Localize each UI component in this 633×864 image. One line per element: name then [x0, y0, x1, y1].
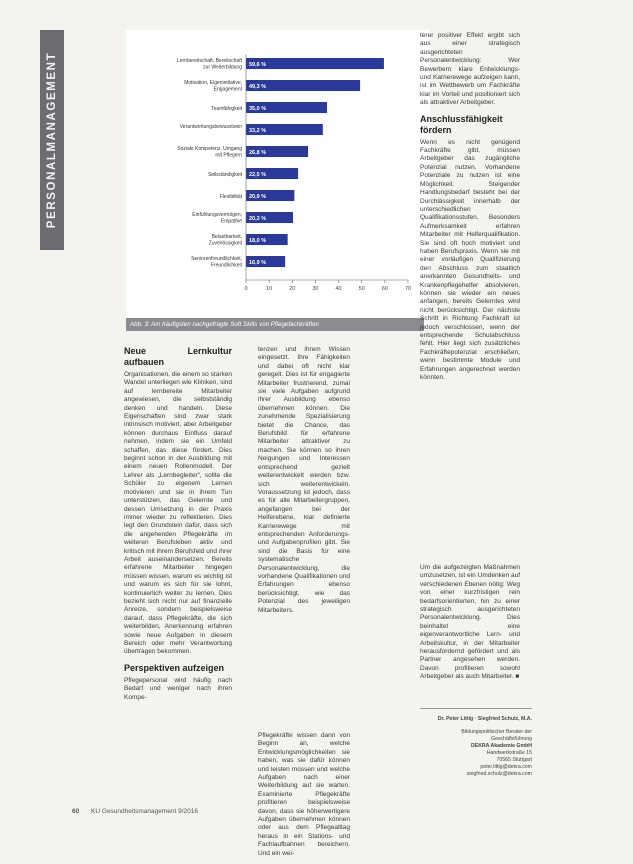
bar-value-label: 20,9 % — [249, 194, 267, 200]
x-tick-label: 40 — [335, 286, 342, 292]
category-label: Empathie — [220, 218, 242, 225]
divider — [420, 708, 532, 709]
x-tick-label: 50 — [358, 286, 365, 292]
section-heading-lernkultur: Neue Lernkultur aufbauen — [124, 346, 232, 367]
category-label: Belastbarkeit, — [211, 234, 242, 240]
x-tick-label: 70 — [404, 286, 412, 292]
bar-chart-svg — [126, 30, 430, 330]
author-org: DEKRA Akademie GmbH — [470, 743, 532, 749]
page-footer — [72, 808, 198, 815]
category-label: Flexibilität — [219, 194, 242, 200]
section-tab — [40, 30, 64, 250]
section-heading-perspektiven: Perspektiven aufzeigen — [124, 662, 225, 673]
paragraph: terer positiver Effekt ergibt sich aus einer strategisch ausgerichteten Personalentwicklung: Wer Bewerbern klare Entwicklungs- und Karrierewege aufzeigen kann, ist im Wettbewerb um Fachkräfte klar im Vorteil und positioniert sich als attraktiver Arbeitgeber. — [420, 32, 520, 107]
category-label: Soziale Kompetenz, Umgang — [177, 146, 242, 152]
category-label: Motivation, Eigeninitiative, — [184, 80, 242, 86]
bar-value-label: 26,8 % — [249, 150, 267, 156]
text-column-right — [420, 32, 520, 388]
chart-bar — [246, 58, 384, 69]
chart-caption: Abb. 3: Am häufigsten nachgefragte Soft Skills von Pflegefachkräften — [126, 318, 424, 331]
paragraph: Pflegekräfte wissen dann von Beginn an, welche Entwicklungsmöglichkeiten sie haben, was sie dafür können und leisten müssen und welche Aufgaben nach einer Weiterbildung auf sie warten. Examinierte Pflegekräfte profitieren beispielsweise davon, dass sie höherwertigere Aufgaben übernehmen können oder aus dem Pflegealltag heraus in ein Stations- und Fachlaufbahnen bereichern. Und ein wei- — [258, 732, 350, 857]
text-column-right-bottom — [420, 564, 520, 688]
text-column-left — [124, 346, 232, 708]
paragraph: Um die aufgezeigten Maßnahmen umzusetzen, ist ein Umdenken auf verschiedenen Ebenen nötig: Weg von einer kurzfristigen rein bedarfsorientierten, hin zu einer strategisch ausgerichteten Personalentwicklung. Dies beinhaltet eine eigenverantwortliche Lern- und Arbeitskultur, in der Mitarbeiter herausfordernd gefördert und als Partner angesehen werden. Davon profitieren sowohl Arbeitgeber als auch Mitarbeiter. ■ — [420, 564, 520, 681]
author-city: 70565 Stuttgart — [496, 757, 532, 763]
bar-value-label: 59,6 % — [249, 62, 267, 68]
paragraph: Wenn es nicht genügend Fachkräfte gibt, müssen Arbeitgeber das zugängliche Potenzial nutzen. Vorhandene Potenziale zu nutzen ist eine Möglichkeit. Steigender Handlungsbedarf besteht bei der Durchlässigkeit innerhalb der unterschiedlichen Qualifikationsstufen. Besonders Aufmerksamkeit erfahren Mitarbeiter mit Helferqualifikation. Sie sind oft hoch motiviert und haben Berufspraxis. Wenn sie mit einer vorläufigen Qualifizierung den Abschluss zum staatlich anerkannten Gesundheits- und Krankenpflegehelfer absolvieren, können sie wieder ein neues anfangen, bereits Gelerntes wird nicht berücksichtigt. Der nächste Schritt in Richtung Fachkraft ist jedoch verschlossen, wenn der entsprechende Schulabschluss fehlt. Hier liegt sich zusätzliches Fachkräftepotenzial erschließen, wenn bestimmte Module und Erfahrungen angerechnet werden könnten. — [420, 138, 520, 382]
x-tick-label: 20 — [289, 286, 296, 292]
category-label: Zuverlässigkeit — [208, 240, 242, 247]
bar-value-label: 16,9 % — [249, 260, 267, 266]
category-label: Einfühlungsvermögen, — [192, 212, 242, 218]
author-email-2: siegfried.schulz@dekra.com — [466, 771, 532, 777]
x-tick-label: 10 — [266, 286, 273, 292]
bar-value-label: 22,5 % — [249, 172, 267, 178]
paragraph: Organisationen, die einem so starken Wandel unterliegen wie Kliniken, sind auf lernbereite Mitarbeiter angewiesen, die selbstständig denken und handeln. Diese Eigenschaften sind zwar stark intrinsisch motiviert, aber Arbeitgeber können durchaus Einfluss darauf nehmen, indem sie ein Umfeld schaffen, das diese fördert. Dies beginnt schon in der Ausbildung mit einem neuen Rollenmodell. Der Lehrer als „Lernbegleiter“, sollte die Schüler zu eigenem Lernen motivieren und sie in ihrem Tun unterstützen, das Gelernte und dessen Umsetzung in der Praxis immer wieder zu reflektieren. Dies legt den Grundstein dafür, dass sich die angehenden Pflegekräfte im weiteren Berufsleben aktiv und kritisch mit ihrem Berufsfeld und ihrer Arbeit auseinandersetzen. Bereits erfahrene Mitarbeiter hingegen müssen wissen, warum es wichtig ist und warum es sich für sie lohnt, kontinuierlich weiter zu lernen. Dies bezieht sich nicht nur auf finanzielle Anreize, sondern beispielsweise darauf, dass Pflegekräfte, die sich weiterbilden, Anerkennung erfahren sowie neue Aufgaben in diesem Bereich oder mehr Verantwortung übertragen bekommen. — [124, 371, 232, 656]
bar-value-label: 33,2 % — [249, 128, 267, 134]
category-label: Selbständigkeit — [208, 172, 242, 178]
section-heading-anschlussfaehigkeit: Anschlussfähigkeit fördern — [420, 113, 503, 135]
page-number: 60 — [72, 808, 80, 815]
author-email-1: peter.littig@dekra.com — [480, 764, 532, 770]
x-tick-label: 30 — [312, 286, 319, 292]
category-label: Lernbereitschaft, Bereitschaft — [176, 58, 242, 64]
category-label: Seniorenfreundlichkeit, — [191, 256, 242, 262]
category-label: Verantwortungsbewusstsein — [179, 124, 242, 130]
x-tick-label: 60 — [381, 286, 388, 292]
category-label: Freundlichkeit — [210, 262, 242, 269]
author-street: Handwerkstraße 15 — [486, 750, 532, 756]
author-names: Dr. Peter Littig · Siegfried Schulz, M.A. — [437, 716, 532, 722]
text-column-middle-bottom — [258, 732, 350, 864]
paragraph: Pflegepersonal wird häufig nach Bedarf und weniger nach ihren Kompe- — [124, 676, 232, 701]
journal-name: KU Gesundheitsmanagement 9/2016 — [91, 808, 199, 815]
bar-value-label: 20,3 % — [249, 216, 267, 222]
paragraph: tenzen und ihrem Wissen eingesetzt. Ihre Fähigkeiten und dabei oft nicht klar geregelt. Dies ist für engagierte Mitarbeiter frustrierend, zumal sie viele Aufgaben aufgrund ihrer Ausbildung ebenso übernehmen können. Die zunehmende Spezialisierung bietet die Chance, das Berufsbild für erfahrene Mitarbeiter attraktiver zu machen. Sie können so ihren Neigungen und Interessen entsprechend gezielt weiterentwickelt werden bzw. sich weiterentwickeln. Voraussetzung ist jedoch, dass es für alle Mitarbeitergruppen, angefangen bei der Helferebene, klar definierte Karrierewege mit entsprechenden Anforderungs- und Aufgabenprofilen gibt. Sie sind die Basis für eine systematische Personalentwicklung, die vorhandene Qualifikationen und Erfahrungen ebenso berücksichtigt, wie das Potenzial des jeweiligen Mitarbeiters. — [258, 346, 350, 614]
category-label: Teamfähigkeit — [211, 106, 242, 112]
bar-value-label: 18,0 % — [249, 238, 267, 244]
bar-value-label: 35,0 % — [249, 106, 267, 112]
author-box — [420, 716, 532, 778]
x-tick-label: 0 — [244, 286, 248, 292]
category-label: mit Pflegern — [215, 152, 242, 159]
category-label: zur Weiterbildung — [203, 64, 242, 71]
section-tab-label: PERSONALMANAGEMENT — [46, 51, 58, 229]
bar-value-label: 49,3 % — [249, 84, 267, 90]
text-column-middle — [258, 346, 350, 621]
author-role: Bildungspolitischer Berater der Geschäftsführung — [461, 729, 532, 742]
soft-skills-chart — [126, 30, 430, 330]
category-label: Engagement — [213, 86, 242, 93]
